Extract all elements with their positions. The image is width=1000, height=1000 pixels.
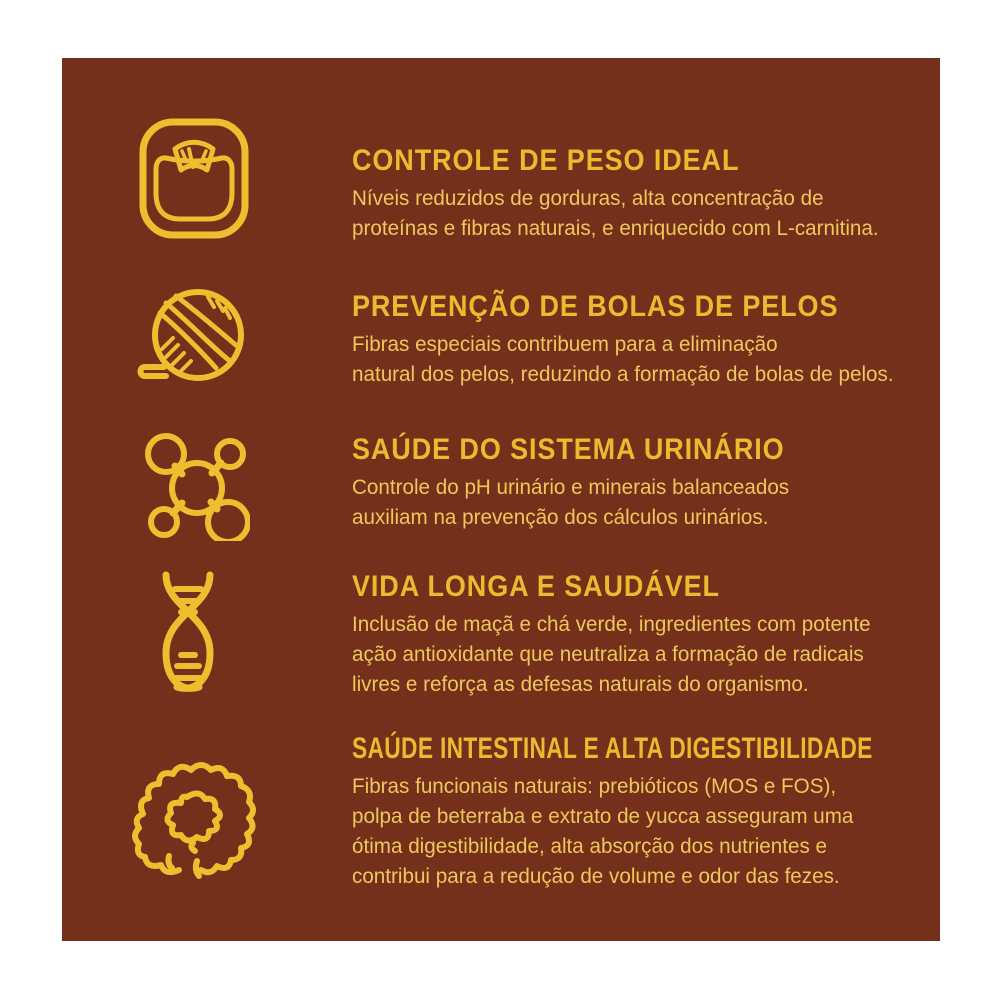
section-title: VIDA LONGA E SAUDÁVEL [352, 570, 720, 603]
description-line: ótima digestibilidade, alta absorção dos nutrientes e [352, 834, 828, 858]
description-line: Fibras funcionais naturais: prebióticos (MOS e FOS), [352, 774, 837, 798]
section-weight-control [352, 146, 1000, 243]
weight-scale-icon [138, 117, 250, 240]
molecule-icon [140, 429, 250, 541]
section-description [352, 472, 1000, 532]
section-description [352, 609, 1000, 699]
description-line: natural dos pelos, reduzindo a formação de bolas de pelos. [352, 362, 894, 386]
section-title: SAÚDE INTESTINAL E ALTA DIGESTIBILIDADE [352, 732, 873, 765]
dna-icon [143, 567, 233, 700]
section-description [352, 183, 1000, 243]
description-line: contribui para a redução de volume e odor das fezes. [352, 864, 840, 888]
description-line: polpa de beterraba e extrato de yucca asseguram uma [352, 804, 854, 828]
description-line: Inclusão de maçã e chá verde, ingredientes com potente [352, 612, 871, 636]
section-title: SAÚDE DO SISTEMA URINÁRIO [352, 433, 785, 466]
section-title: PREVENÇÃO DE BOLAS DE PELOS [352, 290, 839, 323]
section-long-life [352, 572, 1000, 699]
section-description [352, 771, 1000, 891]
description-line: Controle do pH urinário e minerais balanceados [352, 475, 790, 499]
section-description [352, 329, 1000, 389]
benefits-panel [62, 58, 940, 941]
intestines-icon [131, 755, 258, 882]
description-line: proteínas e fibras naturais, e enriquecido com L-carnitina. [352, 216, 879, 240]
section-title: CONTROLE DE PESO IDEAL [352, 144, 740, 177]
description-line: auxiliam na prevenção dos cálculos urinários. [352, 505, 769, 529]
description-line: Fibras especiais contribuem para a eliminação [352, 332, 778, 356]
yarn-ball-icon [136, 287, 248, 393]
section-intestinal-health [352, 734, 1000, 891]
description-line: livres e reforça as defesas naturais do organismo. [352, 672, 809, 696]
description-line: Níveis reduzidos de gorduras, alta concentração de [352, 186, 824, 210]
section-urinary-health [352, 435, 1000, 532]
section-hairball-prevention [352, 292, 1000, 389]
description-line: ação antioxidante que neutraliza a formação de radicais [352, 642, 864, 666]
